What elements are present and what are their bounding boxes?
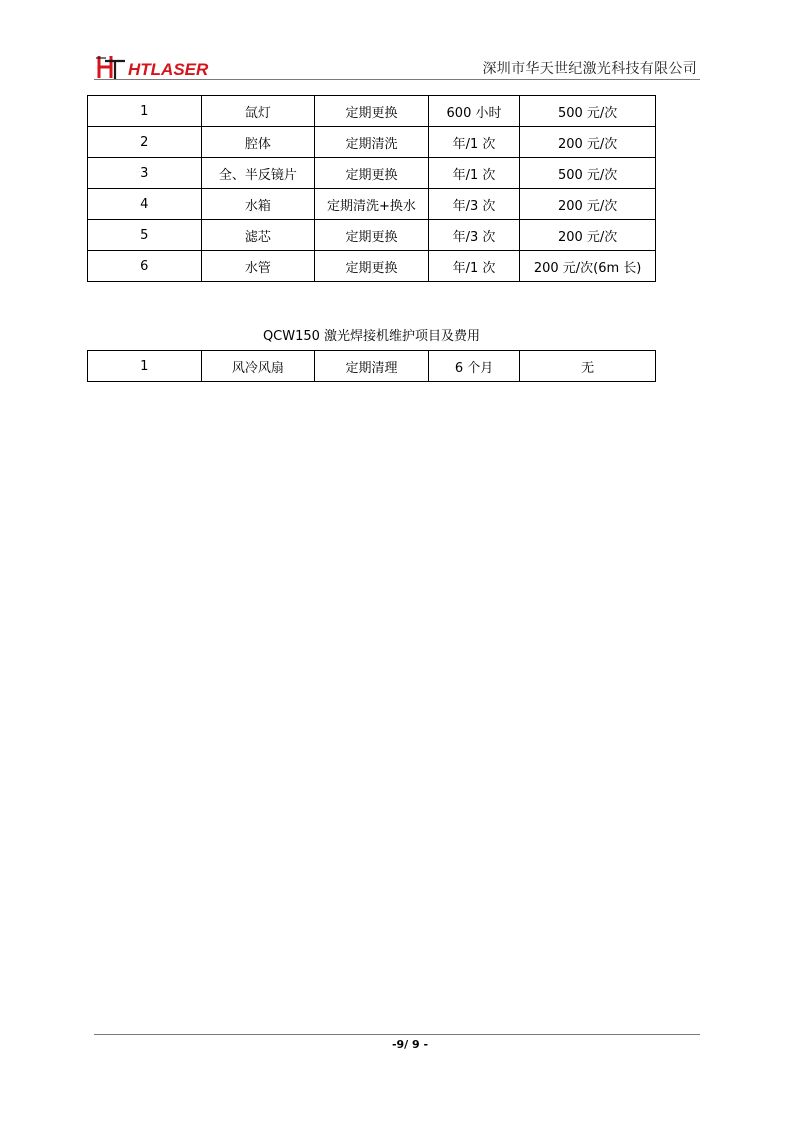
cell-item: 氙灯 (201, 96, 315, 127)
cell-action: 定期更换 (315, 220, 429, 251)
table-row (88, 251, 656, 282)
cell-index: 1 (88, 96, 202, 127)
cell-index: 1 (88, 351, 202, 382)
cell-action: 定期清理 (315, 351, 429, 382)
cell-item: 水箱 (201, 189, 315, 220)
company-name: 深圳市华天世纪激光科技有限公司 (482, 61, 697, 77)
table-row (88, 96, 656, 127)
cell-interval: 年/3 次 (428, 220, 519, 251)
cell-item: 全、半反镜片 (201, 158, 315, 189)
cell-item: 水管 (201, 251, 315, 282)
cell-index: 5 (88, 220, 202, 251)
cell-index: 4 (88, 189, 202, 220)
cell-index: 2 (88, 127, 202, 158)
maintenance-table (87, 95, 656, 282)
cell-cost: 200 元/次 (520, 220, 656, 251)
cell-item: 风冷风扇 (201, 351, 315, 382)
table-row (88, 220, 656, 251)
header-divider (94, 79, 700, 80)
cell-action: 定期清洗 (315, 127, 429, 158)
cell-action: 定期更换 (315, 158, 429, 189)
cell-interval: 年/1 次 (428, 251, 519, 282)
cell-interval: 6 个月 (428, 351, 519, 382)
cell-cost: 无 (520, 351, 656, 382)
table-row (88, 127, 656, 158)
footer-divider (94, 1034, 700, 1035)
cell-cost: 200 元/次 (520, 189, 656, 220)
cell-action: 定期更换 (315, 251, 429, 282)
logo-wordmark: HTLASER (128, 60, 209, 79)
cell-item: 滤芯 (201, 220, 315, 251)
cell-index: 3 (88, 158, 202, 189)
cell-interval: 600 小时 (428, 96, 519, 127)
cell-action: 定期清洗+换水 (315, 189, 429, 220)
section-title: QCW150 激光焊接机维护项目及费用 (262, 329, 481, 344)
cell-interval: 年/1 次 (428, 127, 519, 158)
table-row (88, 158, 656, 189)
page-number: -9/ 9 - (391, 1038, 429, 1051)
cell-interval: 年/1 次 (428, 158, 519, 189)
cell-cost: 200 元/次 (520, 127, 656, 158)
cell-index: 6 (88, 251, 202, 282)
cell-cost: 500 元/次 (520, 158, 656, 189)
htlaser-logo-icon (94, 52, 214, 82)
cell-cost: 200 元/次(6m 长) (520, 251, 656, 282)
cell-cost: 500 元/次 (520, 96, 656, 127)
cell-item: 腔体 (201, 127, 315, 158)
table-row (88, 351, 656, 382)
cell-interval: 年/3 次 (428, 189, 519, 220)
qcw150-maintenance-table (87, 350, 656, 382)
cell-action: 定期更换 (315, 96, 429, 127)
page-header (94, 52, 700, 82)
table-row (88, 189, 656, 220)
